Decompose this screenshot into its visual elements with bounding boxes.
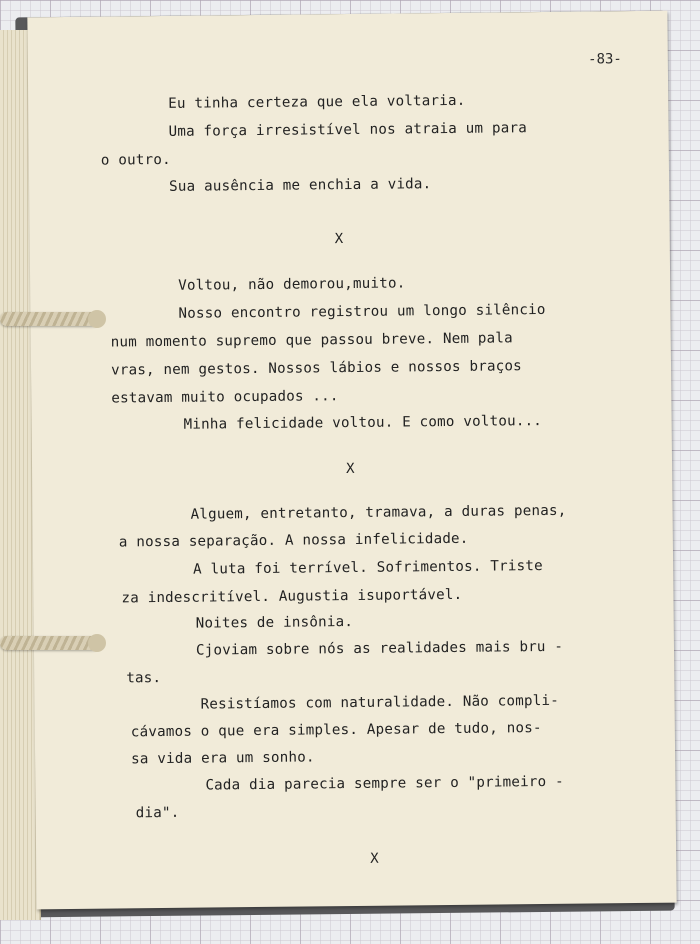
text-line: Nosso encontro registrou um longo silêncio <box>178 301 546 322</box>
section-separator: X <box>334 231 344 248</box>
text-line: Voltou, não demorou,muito. <box>178 275 406 294</box>
text-line: Alguem, entretanto, tramava, a duras penas, <box>190 502 567 523</box>
text-line: Eu tinha certeza que ela voltaria. <box>168 92 466 112</box>
text-line: estavam muito ocupados ... <box>111 388 339 407</box>
text-line: num momento supremo que passou breve. Nem pala <box>110 330 513 351</box>
text-line: o outro. <box>100 151 171 169</box>
section-separator: X <box>370 850 379 867</box>
text-line: tas. <box>126 670 162 687</box>
text-line: Uma força irresistível nos atraia um para <box>168 120 528 140</box>
binding-string <box>0 312 100 326</box>
binding-string <box>0 636 100 650</box>
text-line: Resistíamos com naturalidade. Não compli- <box>200 692 560 713</box>
section-separator: X <box>346 460 355 478</box>
text-line: A luta foi terrível. Sofrimentos. Triste <box>193 558 543 578</box>
text-line: Cada dia parecia sempre ser o "primeiro - <box>205 773 564 794</box>
text-line: Noites de insônia. <box>195 613 354 632</box>
text-line: cávamos o que era simples. Apesar de tudo, nos- <box>130 720 542 741</box>
text-line: vras, nem gestos. Nossos lábios e nossos braços <box>110 358 522 379</box>
text-line: Sua ausência me enchia a vida. <box>169 176 432 195</box>
text-line: za indescritível. Augustia isuportável. <box>121 586 463 607</box>
text-line: a nossa separação. A nossa infelicidade. <box>118 530 469 551</box>
page-number: -83- <box>588 51 622 68</box>
text-line: sa vida era um sonho. <box>131 749 315 768</box>
text-line: dia". <box>135 804 180 822</box>
typewritten-page <box>27 11 676 910</box>
text-line: Cjoviam sobre nós as realidades mais bru - <box>195 638 564 659</box>
text-line: Minha felicidade voltou. E como voltou... <box>183 413 543 433</box>
